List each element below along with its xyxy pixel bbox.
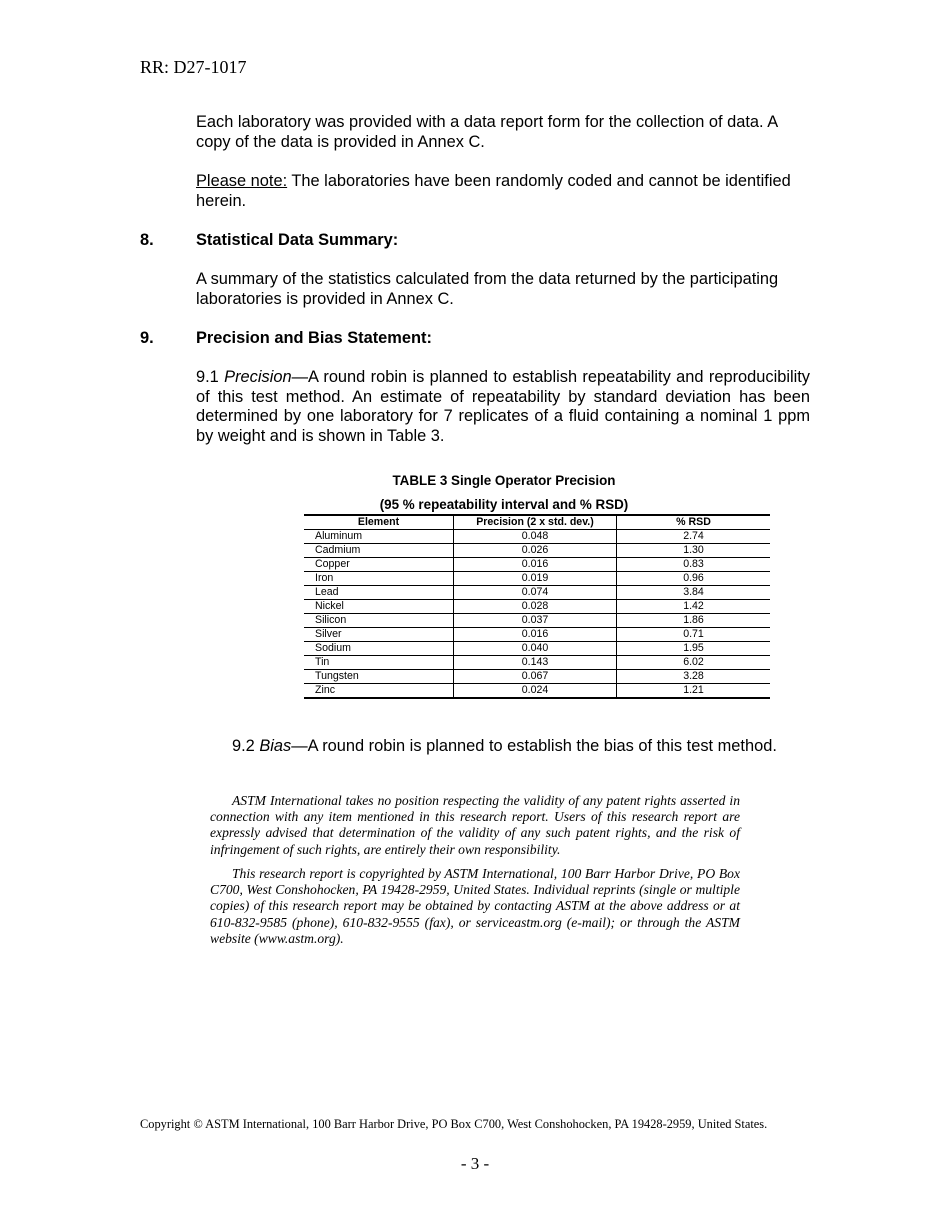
cell-rsd: 1.42 [617, 600, 771, 614]
table-title: TABLE 3 Single Operator Precision [392, 473, 616, 488]
section-8-number: 8. [140, 231, 154, 249]
please-note-text: The laboratories have been randomly coded and cannot be identified herein. [196, 172, 791, 210]
table-row [304, 614, 770, 628]
column-header-rsd: % RSD [617, 515, 771, 530]
cell-element: Iron [304, 572, 454, 586]
cell-element: Copper [304, 558, 454, 572]
statistics-summary-paragraph: A summary of the statistics calculated from the data returned by the participating laboratories is provided in Annex C. [196, 270, 779, 308]
cell-rsd: 1.95 [617, 642, 771, 656]
please-note-paragraph [196, 172, 816, 211]
bias-text: —A round robin is planned to establish the bias of this test method. [291, 737, 777, 755]
cell-element: Tungsten [304, 670, 454, 684]
cell-precision: 0.016 [454, 628, 617, 642]
table-row [304, 558, 770, 572]
cell-element: Zinc [304, 684, 454, 699]
cell-precision: 0.143 [454, 656, 617, 670]
column-header-element: Element [304, 515, 454, 530]
cell-precision: 0.028 [454, 600, 617, 614]
section-8-title: Statistical Data Summary: [196, 231, 399, 249]
table-row [304, 544, 770, 558]
cell-precision: 0.067 [454, 670, 617, 684]
table-row [304, 572, 770, 586]
precision-paragraph-number: 9.1 [196, 368, 225, 386]
section-9-title: Precision and Bias Statement: [196, 329, 432, 347]
table-row [304, 628, 770, 642]
bias-term: Bias [259, 737, 292, 755]
table-row [304, 642, 770, 656]
section-9-number: 9. [140, 329, 154, 347]
precision-text: —A round robin is planned to establish repeatability and reproducibility of this test method. An estimate of repeatability by standard deviation has been determined by one laboratory for 7 replicates of a fluid containing a nominal 1 ppm by weight and is shown in Table 3. [196, 368, 810, 445]
cell-element: Silver [304, 628, 454, 642]
table-header-row [304, 515, 770, 530]
cell-rsd: 3.84 [617, 586, 771, 600]
table-row [304, 656, 770, 670]
bias-paragraph [232, 737, 777, 756]
data-report-paragraph: Each laboratory was provided with a data report form for the collection of data. A copy of the data is provided in Annex C. [196, 113, 778, 151]
report-id-header: RR: D27-1017 [140, 57, 247, 77]
cell-element: Lead [304, 586, 454, 600]
footer-copyright: Copyright © ASTM International, 100 Barr Harbor Drive, PO Box C700, West Conshohocken, PA 19428-2959, United States. [140, 1117, 768, 1131]
table-row [304, 586, 770, 600]
table-row [304, 600, 770, 614]
cell-rsd: 3.28 [617, 670, 771, 684]
cell-precision: 0.040 [454, 642, 617, 656]
cell-rsd: 1.30 [617, 544, 771, 558]
cell-rsd: 6.02 [617, 656, 771, 670]
cell-rsd: 1.21 [617, 684, 771, 699]
please-note-label: Please note: [196, 172, 288, 190]
cell-precision: 0.037 [454, 614, 617, 628]
cell-precision: 0.024 [454, 684, 617, 699]
cell-precision: 0.026 [454, 544, 617, 558]
precision-term: Precision [224, 368, 292, 386]
cell-rsd: 1.86 [617, 614, 771, 628]
cell-element: Sodium [304, 642, 454, 656]
table-row [304, 530, 770, 544]
page-number: - 3 - [460, 1154, 490, 1173]
cell-rsd: 0.96 [617, 572, 771, 586]
cell-rsd: 2.74 [617, 530, 771, 544]
cell-rsd: 0.71 [617, 628, 771, 642]
column-header-precision: Precision (2 x std. dev.) [454, 515, 617, 530]
cell-element: Aluminum [304, 530, 454, 544]
cell-precision: 0.016 [454, 558, 617, 572]
cell-element: Tin [304, 656, 454, 670]
cell-rsd: 0.83 [617, 558, 771, 572]
cell-element: Cadmium [304, 544, 454, 558]
patent-disclaimer: ASTM International takes no position respecting the validity of any patent rights asserted in connection with any item mentioned in this research report. Users of this research report are expressly advised that determination of the validity of any such patent rights, and the risk of infringement of such rights, are entirely their own responsibility. [210, 793, 740, 857]
table-subtitle: (95 % repeatability interval and % RSD) [379, 497, 629, 512]
cell-precision: 0.048 [454, 530, 617, 544]
cell-element: Silicon [304, 614, 454, 628]
cell-precision: 0.019 [454, 572, 617, 586]
cell-precision: 0.074 [454, 586, 617, 600]
precision-paragraph [196, 368, 810, 446]
table-row [304, 684, 770, 699]
cell-element: Nickel [304, 600, 454, 614]
table-row [304, 670, 770, 684]
table-body [304, 530, 770, 699]
bias-paragraph-number: 9.2 [232, 737, 260, 755]
precision-table [304, 514, 770, 699]
copyright-notice: This research report is copyrighted by ASTM International, 100 Barr Harbor Drive, PO Box C700, West Conshohocken, PA 19428-2959, United States. Individual reprints (single or multiple copies) of this research report may be obtained by contacting ASTM at the above address or at 610-832-9585 (phone), 610-832-9555 (fax), or serviceastm.org (e-mail); or through the ASTM website (www.astm.org). [210, 866, 740, 946]
